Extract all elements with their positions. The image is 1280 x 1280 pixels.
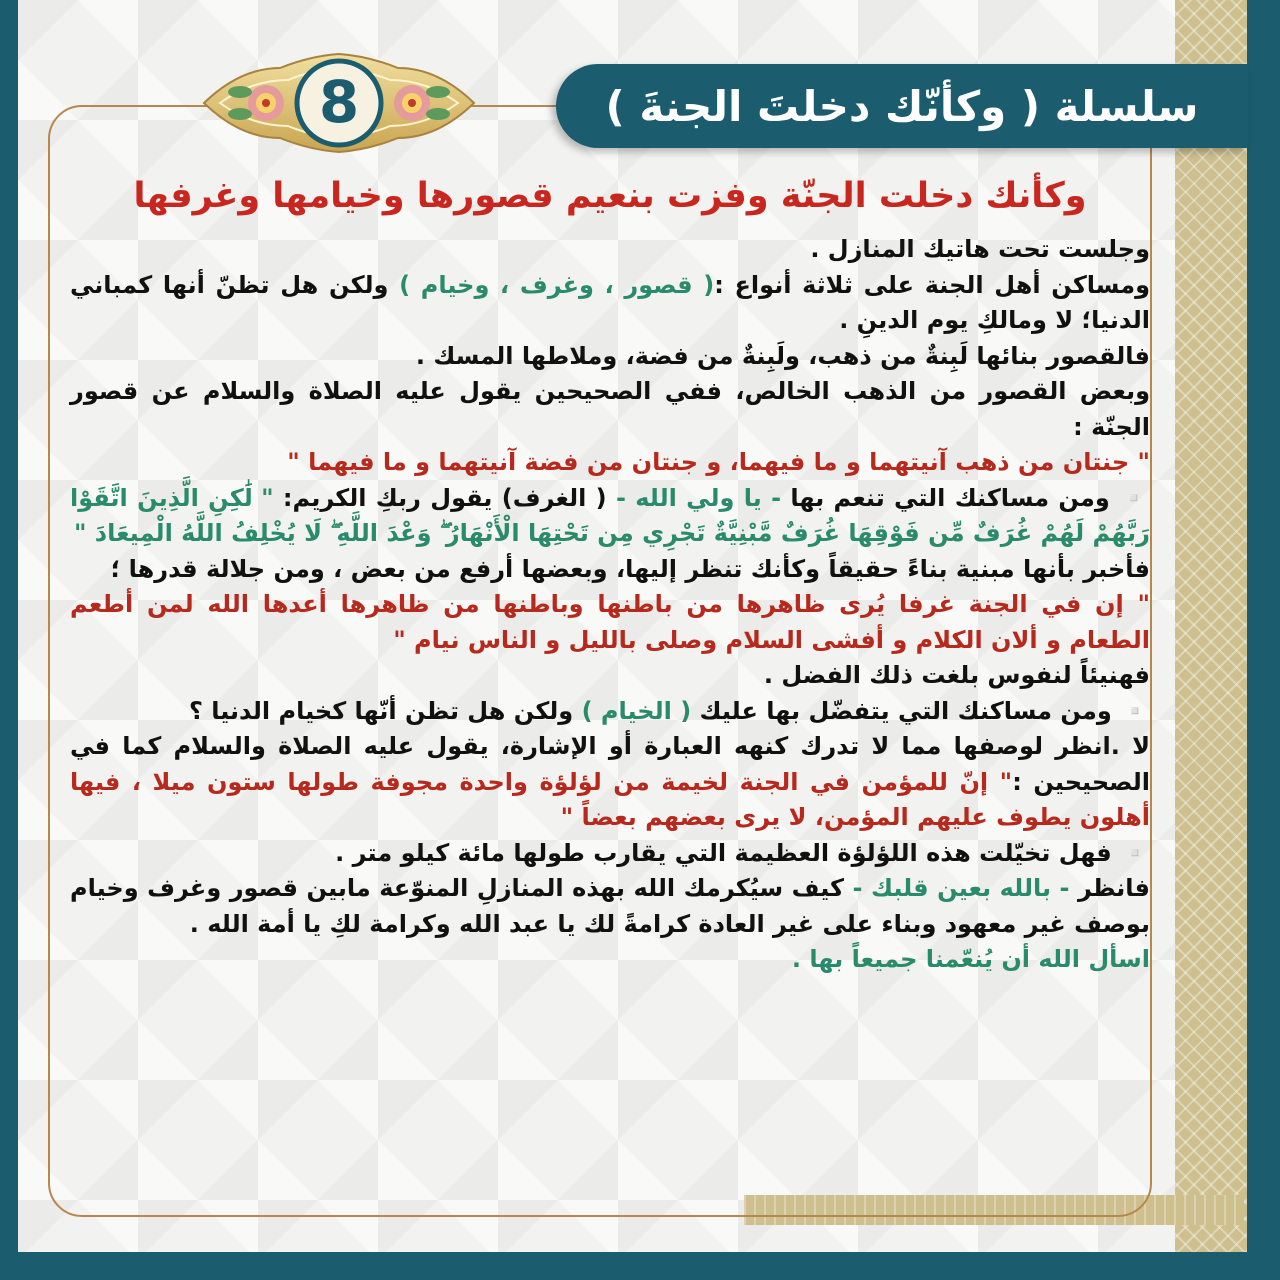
hadith-quote: " إنّ للمؤمن في الجنة لخيمة من لؤلؤة واحدة مجوفة طولها ستون ميلا ، فيها أهلون يطوف عليهم المؤمن، لا يرى بعضهم بعضاً " bbox=[70, 767, 1150, 831]
paragraph: فانظر - بالله بعين قلبك - كيف سيُكرمك الله بهذه المنازلِ المنوّعة مابين قصور وغرف وخيام بوصف غير معهود وبناء على غير العادة كرامةً لك يا عبد الله وكرامة لكِ يا أمة الله . bbox=[70, 874, 1151, 938]
hadith-quote: " إن في الجنة غرفا يُرى ظاهرها من باطنها وباطنها من ظاهرها أعدها الله لمن أطعم الطعام و ألان الكلام و أفشى السلام وصلى بالليل و الناس نيام " bbox=[70, 590, 1150, 654]
bullet-icon: ▫️ bbox=[1120, 696, 1150, 725]
series-title-banner bbox=[556, 64, 1248, 148]
closing-supplication: اسأل الله أن يُنعّمنا جميعاً بها . bbox=[791, 945, 1150, 973]
paragraph: فهنيئاً لنفوس بلغت ذلك الفضل . bbox=[763, 661, 1150, 689]
bullet-icon: ▫️ bbox=[1120, 838, 1150, 867]
episode-badge bbox=[200, 48, 478, 158]
paragraph: لا .انظر لوصفها مما لا تدرك كنهه العبارة أو الإشارة، يقول عليه الصلاة والسلام كما في الصحيحين :" إنّ للمؤمن في الجنة لخيمة من لؤلؤة واحدة مجوفة طولها ستون ميلا ، فيها أهلون يطوف عليهم المؤمن، لا يرى بعضهم بعضاً " bbox=[70, 732, 1151, 831]
paragraph: ومساكن أهل الجنة على ثلاثة أنواع :( قصور ، وغرف ، وخيام ) ولكن هل تظنّ أنها كمباني الدنيا؛ لا ومالكِ يوم الدينِ . bbox=[70, 270, 1150, 334]
bullet-icon: ▫️ bbox=[1119, 483, 1150, 512]
teal-bottom-band bbox=[0, 1252, 1280, 1280]
quran-verse: " لَٰكِنِ الَّذِينَ اتَّقَوْا رَبَّهُمْ لَهُمْ غُرَفٌ مِّن فَوْقِهَا غُرَفٌ مَّبْنِيَّةٌ تَجْرِي مِن تَحْتِهَا الْأَنْهَارُ ۖ وَعْدَ اللَّهِ ۖ لَا يُخْلِفُ اللَّهُ الْمِيعَادَ " bbox=[70, 483, 1150, 547]
series-title: سلسلة ( وكأنّك دخلتَ الجنةَ ) bbox=[605, 81, 1199, 131]
article-title: وكأنك دخلت الجنّة وفزت بنعيم قصورها وخيامها وغرفها bbox=[133, 176, 1087, 216]
teal-right-band bbox=[1247, 0, 1280, 1280]
gold-side-strip bbox=[1175, 0, 1247, 1252]
hadith-quote: " جنتان من ذهب آنيتهما و ما فيهما، و جنتان من فضة آنيتهما و ما فيهما " bbox=[287, 448, 1150, 476]
episode-number: 8 bbox=[318, 68, 360, 136]
highlight-text: - يا ولي الله - bbox=[615, 483, 782, 512]
article-body bbox=[70, 160, 1150, 978]
paragraph: وبعض القصور من الذهب الخالص، ففي الصحيحين يقول عليه الصلاة والسلام عن قصور الجنّة : bbox=[70, 377, 1150, 441]
highlight-text: - بالله بعين قلبك - bbox=[852, 874, 1070, 902]
paragraph: فالقصور بنائها لَبِنةٌ من ذهب، ولَبِنةٌ من فضة، وملاطها المسك . bbox=[415, 341, 1150, 370]
paragraph: وجلست تحت هاتيك المنازل . bbox=[810, 235, 1150, 263]
highlight-text: ( الخيام ) bbox=[581, 696, 692, 725]
paragraph: ▫️ فهل تخيّلت هذه اللؤلؤة العظيمة التي يقارب طولها مائة كيلو متر . bbox=[335, 838, 1150, 867]
paragraph: فأخبر بأنها مبنية بناءً حقيقاً وكأنك تنظر إليها، وبعضها أرفع من بعض ، ومن جلالة قدرها ؛ bbox=[110, 554, 1150, 583]
paragraph: ▫️ ومن مساكنك التي تنعم بها - يا ولي الله - ( الغرف) يقول ربكِ الكريم: " لَٰكِنِ الَّذِينَ اتَّقَوْا رَبَّهُمْ لَهُمْ غُرَفٌ مِّن فَوْقِهَا غُرَفٌ مَّبْنِيَّةٌ تَجْرِي مِن تَحْتِهَا الْأَنْهَارُ ۖ وَعْدَ اللَّهِ ۖ لَا يُخْلِفُ اللَّهُ الْمِيعَادَ " bbox=[70, 483, 1150, 547]
highlight-text: ( قصور ، وغرف ، وخيام ) bbox=[399, 270, 715, 299]
paragraph: ▫️ ومن مساكنك التي يتفضّل بها عليك ( الخيام ) ولكن هل تظن أنّها كخيام الدنيا ؟ bbox=[188, 696, 1150, 725]
